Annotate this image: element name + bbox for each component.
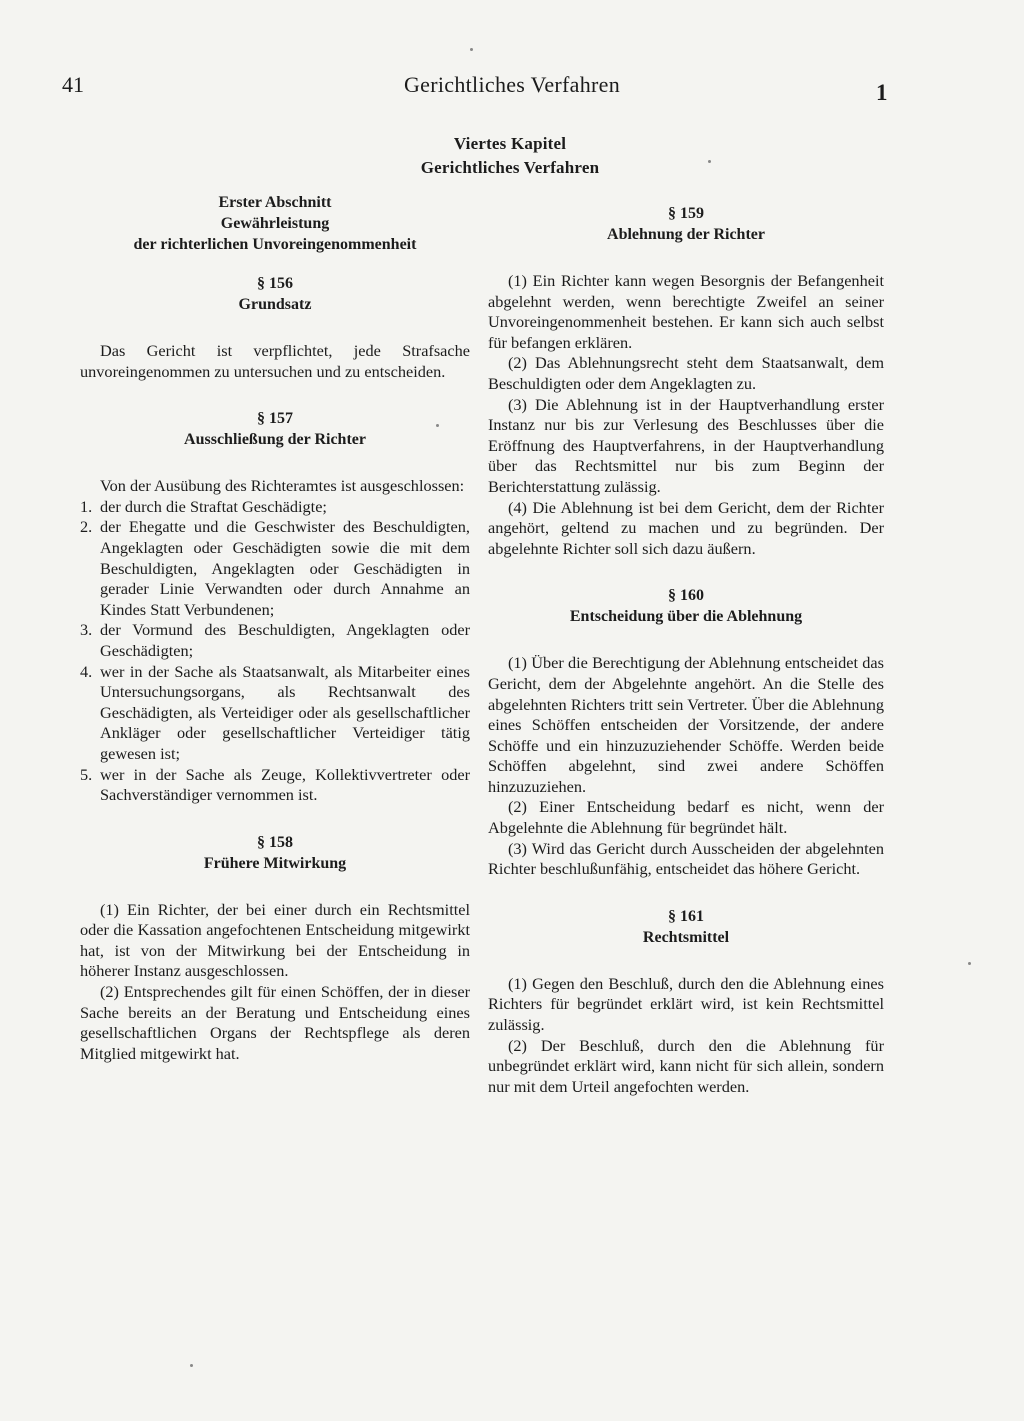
paragraph-156-heading <box>80 273 470 315</box>
section-number: Erster Abschnitt <box>218 194 332 211</box>
list-item <box>80 662 470 765</box>
list-item-text: der Ehegatte und die Geschwister des Beschuldigten, Angeklagten oder Geschädigten sowie die mit dem Beschuldigten, Angeklagten oder Geschädigten in gerader Linie Verwandten oder durch Annahme an Kindes Statt Verbundenen; <box>100 517 470 619</box>
paragraph-157-heading <box>80 408 470 450</box>
paragraph-number: § 158 <box>257 833 293 851</box>
paragraph-159-subsection-3: (3) Die Ablehnung ist in der Hauptverhandlung erster Instanz nur bis zur Verlesung des Beschlusses über die Eröffnung des Hauptverfahrens, in der Hauptverhandlung über das Rechtsmittel nur bis zum Beginn der Berichterstattung zulässig. <box>488 394 884 496</box>
list-item <box>80 620 470 661</box>
list-item-number: 2. <box>80 517 93 537</box>
scan-speck <box>436 424 439 427</box>
running-title: Gerichtliches Verfahren <box>403 72 620 97</box>
paragraph-title: Entscheidung über die Ablehnung <box>569 608 803 626</box>
section-heading <box>80 192 470 255</box>
paragraph-157-intro: Von der Ausübung des Richteramtes ist ausgeschlossen: <box>100 476 465 496</box>
scan-speck <box>708 160 711 163</box>
right-column <box>488 203 884 1097</box>
paragraph-160-subsection-3: (3) Wird das Gericht durch Ausscheiden der abgelehnten Richter beschlußunfähig, entscheidet das höhere Gericht. <box>488 838 884 879</box>
paragraph-title: Frühere Mitwirkung <box>203 854 347 872</box>
list-item <box>80 517 470 620</box>
paragraph-160-heading <box>488 585 884 627</box>
list-item-number: 5. <box>80 764 93 784</box>
paragraph-160-subsection-1: (1) Über die Berechtigung der Ablehnung entscheidet das Gericht, dem der Abgelehnte angehört. An die Stelle des abgelehnten Richters tritt sein Vertreter. Über die Ablehnung eines Schöffen entscheiden der Vorsitzende, der andere Schöffe und ein hinzuzuziehender Schöffe. Werden beide Schöffen abgelehnt, sind zwei andere Schöffen hinzuzuziehen. <box>488 653 884 796</box>
paragraph-161-subsection-1: (1) Gegen den Beschluß, durch den die Ablehnung eines Richters für begründet erklärt wird, ist kein Rechtsmittel zulässig. <box>488 973 884 1035</box>
list-item-text: der durch die Straftat Geschädigte; <box>100 496 327 516</box>
paragraph-number: § 159 <box>668 205 704 222</box>
list-item-number: 3. <box>80 620 93 640</box>
paragraph-number: § 156 <box>257 275 293 292</box>
paragraph-number: § 161 <box>668 907 704 925</box>
paragraph-title: Grundsatz <box>238 296 312 313</box>
section-subtitle: der richterlichen Unvoreingenommenheit <box>133 236 417 253</box>
list-item-number: 4. <box>80 661 93 681</box>
list-item <box>80 765 470 806</box>
chapter-heading <box>320 132 700 180</box>
page-number: 41 <box>62 72 84 97</box>
scan-speck <box>968 962 971 965</box>
paragraph-160-subsection-2: (2) Einer Entscheidung bedarf es nicht, wenn der Abgelehnte die Ablehnung für begründet hält. <box>488 797 884 838</box>
paragraph-158-heading <box>80 832 470 874</box>
section-marker: 1 <box>876 80 888 105</box>
paragraph-158-subsection-1: (1) Ein Richter, der bei einer durch ein Rechtsmittel oder die Kassation angefochtenen Entscheidung mitgewirkt hat, ist von der Mitwirkung bei der Entscheidung in höherer Instanz ausgeschlossen. <box>80 899 470 981</box>
paragraph-158-subsection-2: (2) Entsprechendes gilt für einen Schöffen, der in dieser Sache bereits an der Beratung und Entscheidung eines gesellschaftlichen Organs der Rechtspflege als deren Mitglied mitgewirkt hat. <box>80 982 470 1063</box>
paragraph-title: Rechtsmittel <box>642 928 730 946</box>
section-title: Gewährleistung <box>220 215 330 232</box>
chapter-number: Viertes Kapitel <box>453 134 567 153</box>
paragraph-159-heading <box>488 203 884 245</box>
paragraph-156-text: Das Gericht ist verpflichtet, jede Strafsache unvoreingenommen zu untersuchen und zu entscheiden. <box>80 341 470 381</box>
scan-speck <box>190 1364 193 1367</box>
chapter-title: Gerichtliches Verfahren <box>420 158 600 177</box>
paragraph-title: Ausschließung der Richter <box>184 431 366 449</box>
left-column <box>80 192 470 1064</box>
paragraph-159-subsection-4: (4) Die Ablehnung ist bei dem Gericht, dem der Richter angehört, geltend zu machen und zu begründen. Der abgelehnte Richter soll sich dazu äußern. <box>488 497 884 558</box>
list-item <box>80 497 470 518</box>
paragraph-159-subsection-1: (1) Ein Richter kann wegen Besorgnis der Befangenheit abgelehnt werden, wenn berechtigte Zweifel an seiner Unvoreingenommenheit bestehen. Er kann sich auch selbst für befangen erklären. <box>488 271 884 352</box>
paragraph-number: § 157 <box>257 410 293 428</box>
list-item-number: 1. <box>80 496 93 516</box>
list-item-text: der Vormund des Beschuldigten, Angeklagten oder Geschädigten; <box>100 620 470 660</box>
paragraph-title: Ablehnung der Richter <box>607 226 765 243</box>
scan-speck <box>470 48 473 51</box>
paragraph-161-heading <box>488 906 884 948</box>
list-item-text: wer in der Sache als Zeuge, Kollektivvertreter oder Sachverständiger vernommen ist. <box>100 764 470 805</box>
list-item-text: wer in der Sache als Staatsanwalt, als Mitarbeiter eines Untersuchungsorgans, als Rechtsanwalt des Geschädigten, als Verteidiger oder als gesellschaftlicher Ankläger oder gesellschaftlicher Verteidiger tätig gewesen ist; <box>100 661 470 763</box>
paragraph-159-subsection-2: (2) Das Ablehnungsrecht steht dem Staatsanwalt, dem Beschuldigten oder dem Angeklagten zu. <box>488 353 884 393</box>
paragraph-number: § 160 <box>668 587 704 605</box>
paragraph-161-subsection-2: (2) Der Beschluß, durch den die Ablehnung für unbegründet erklärt wird, kann nicht für sich allein, sondern nur mit dem Urteil angefochten werden. <box>488 1035 884 1096</box>
exclusion-list <box>80 497 470 806</box>
